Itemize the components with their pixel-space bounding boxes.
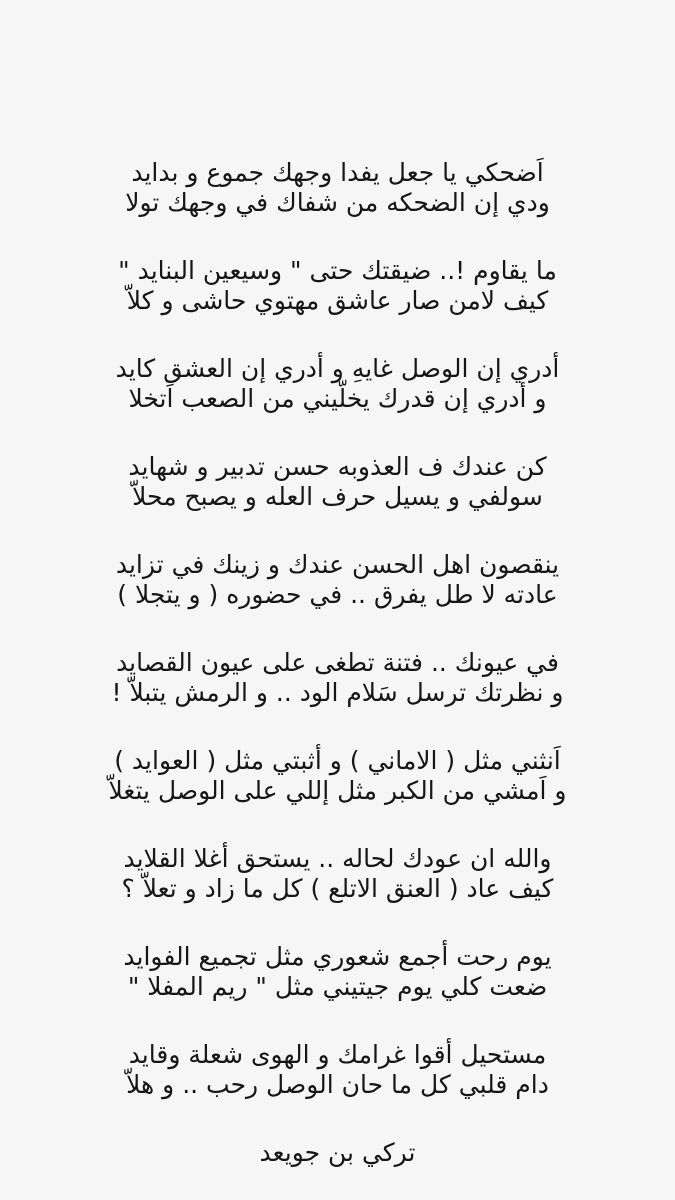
- verse-line: مستحيل أقوا غرامك و الهوى شعلة وقايد: [128, 1040, 547, 1069]
- verse-line: ضعت كلي يوم جيتيني مثل " ريم المفلا ": [127, 972, 548, 1001]
- verse-line: يوم رحت أجمع شعوري مثل تجميع الفوايد: [123, 942, 552, 971]
- stanza: [40, 942, 635, 1002]
- stanza: [40, 746, 635, 806]
- stanza: [40, 354, 635, 414]
- stanza: [40, 648, 635, 708]
- poem-text: [40, 158, 635, 1168]
- verse-line: ودي إن الضحكه من شفاك في وجهك تولا: [125, 188, 550, 217]
- stanza: [40, 1040, 635, 1100]
- verse-line: عادته لا طل يفرق .. في حضوره ( و يتجلا ): [117, 580, 558, 609]
- verse-line: أدري إن الوصل غايهِ و أدري إن العشق كايد: [115, 354, 560, 383]
- stanza: [40, 256, 635, 316]
- verse-line: في عيونك .. فتنة تطغى على عيون القصايد: [116, 648, 559, 677]
- verse-line: كيف لامن صار عاشق مهتوي حاشى و كلاّ: [126, 286, 549, 315]
- stanza: [40, 844, 635, 904]
- stanza: [40, 550, 635, 610]
- verse-line: اَضحكي يا جعل يفدا وجهك جموع و بدايد: [131, 158, 544, 187]
- verse-line: ما يقاوم !.. ضيقتك حتى " وسيعين البنايد ": [118, 256, 557, 285]
- verse-line: و اَمشي من الكبر مثل إللي على الوصل يتغلاّ: [108, 776, 567, 805]
- verse-line: كيف عاد ( العنق الاتلع ) كل ما زاد و تعلاّ ؟: [121, 874, 554, 903]
- verse-line: و نظرتك ترسل سَلام الود .. و الرمش يتبلاّ !: [111, 678, 564, 707]
- verse-line: و أدري إن قدرك يخلّيني من الصعب اَتخلا: [128, 384, 547, 413]
- verse-line: سولفي و يسيل حرف العله و يصبح محلاّ: [132, 482, 543, 511]
- verse-line: والله ان عودك لحاله .. يستحق أغلا القلايد: [123, 844, 552, 873]
- stanza: [40, 158, 635, 218]
- poet-name: تركي بن جويعد: [259, 1138, 416, 1167]
- verse-line: ينقصون اهل الحسن عندك و زينك في تزايد: [115, 550, 560, 579]
- verse-line: دام قلبي كل ما حان الوصل رحب .. و هلاّ: [126, 1070, 549, 1099]
- verse-line: اَنثني مثل ( الاماني ) و أثبتي مثل ( العوايد ): [114, 746, 561, 775]
- verse-line: كن عندك ف العذوبه حسن تدبير و شهايد: [128, 452, 547, 481]
- stanza: [40, 452, 635, 512]
